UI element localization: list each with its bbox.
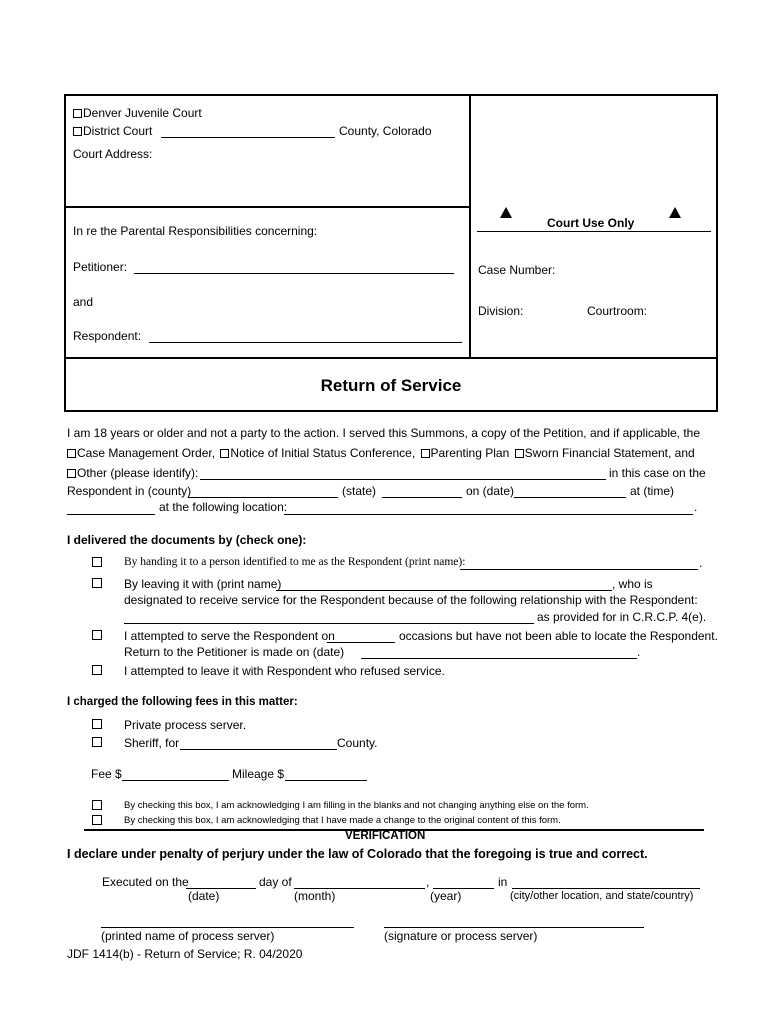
and-label: and (73, 295, 94, 309)
district-court-label: District Court (83, 124, 153, 138)
court-use-only-label: Court Use Only (547, 216, 635, 230)
delivery-opt1-checkbox[interactable] (92, 557, 102, 567)
delivery-heading: I delivered the documents by (check one): (67, 533, 307, 547)
notice-label: Notice of Initial Status Conference, (230, 446, 416, 460)
division-label: Division: (478, 304, 524, 318)
delivery-opt3-label: I attempted to serve the Respondent on (124, 629, 335, 643)
delivery-opt2-checkbox[interactable] (92, 578, 102, 588)
sheriff-checkbox[interactable] (92, 737, 102, 747)
delivery-opt2-who-is: , who is (612, 577, 653, 591)
day-of-label: day of (259, 875, 292, 889)
delivery-opt2-designated: designated to receive service for the Respondent because of the following relationship with the Respondent: (124, 593, 698, 607)
mileage-field[interactable] (285, 780, 367, 781)
location-caption: (city/other location, and state/country) (510, 890, 694, 902)
court-address-label: Court Address: (73, 147, 153, 161)
executed-on-label: Executed on the (102, 875, 189, 889)
petitioner-field[interactable] (134, 273, 454, 274)
sheriff-county-label: County. (337, 736, 378, 750)
notice-checkbox[interactable] (220, 449, 229, 458)
attempt-count-field[interactable] (327, 642, 395, 643)
courtroom-label: Courtroom: (587, 304, 648, 318)
private-server-checkbox[interactable] (92, 719, 102, 729)
left-with-name-field[interactable] (276, 590, 612, 591)
at-location-label: at the following location: (159, 500, 288, 514)
location-field[interactable] (284, 514, 693, 515)
state-field[interactable] (382, 497, 462, 498)
delivery-opt4-label: I attempted to leave it with Respondent who refused service. (124, 664, 445, 678)
county-colorado-label: County, Colorado (339, 124, 432, 138)
delivery-opt2-crcp: as provided for in C.R.C.P. 4(e). (537, 610, 707, 624)
relationship-field[interactable] (124, 623, 534, 624)
district-county-field[interactable] (161, 137, 335, 138)
printed-name-caption: (printed name of process server) (101, 929, 275, 943)
sheriff-label: Sheriff, for (124, 736, 180, 750)
fee-label: Fee $ (91, 767, 122, 781)
intro-line-1: I am 18 years or older and not a party to the action. I served this Summons, a copy of the Petition, and if applicable, the (67, 426, 701, 440)
signature-caption: (signature or process server) (384, 929, 538, 943)
other-label: Other (please identify): (77, 466, 199, 480)
court-option-denver (73, 106, 202, 120)
court-use-only-rule (477, 231, 711, 232)
state-label: (state) (342, 484, 377, 498)
delivery-opt3-occasions: occasions but have not been able to locate the Respondent. (399, 629, 718, 643)
other-checkbox[interactable] (67, 469, 76, 478)
denver-court-label: Denver Juvenile Court (83, 106, 202, 120)
parenting-plan-checkbox[interactable] (421, 449, 430, 458)
in-re-label: In re the Parental Responsibilities concerning: (73, 224, 318, 238)
arrow-up-icon (500, 207, 512, 218)
in-this-case-label: in this case on the (609, 466, 706, 480)
executed-in-label: in (498, 875, 508, 889)
delivery-opt2-label: By leaving it with (print name) (124, 577, 282, 591)
delivery-opt3-checkbox[interactable] (92, 630, 102, 640)
executed-location-field[interactable] (512, 888, 700, 889)
fee-field[interactable] (122, 780, 229, 781)
case-mgmt-label: Case Management Order, (77, 446, 216, 460)
sworn-financial-label: Sworn Financial Statement, and (524, 446, 695, 460)
other-option (67, 466, 198, 480)
at-time-label: at (time) (630, 484, 675, 498)
respondent-field[interactable] (149, 342, 462, 343)
sworn-financial-checkbox[interactable] (515, 449, 524, 458)
return-date-field[interactable] (361, 658, 637, 659)
delivery-opt1-label: By handing it to a person identified to me as the Respondent (print name): (124, 556, 466, 568)
respondent-name-field[interactable] (460, 569, 698, 570)
case-number-label: Case Number: (478, 263, 556, 277)
location-prefix-field[interactable] (67, 514, 155, 515)
parenting-plan-label: Parenting Plan (430, 446, 510, 460)
case-mgmt-checkbox[interactable] (67, 449, 76, 458)
date-field[interactable] (514, 497, 626, 498)
ack-no-change-checkbox[interactable] (92, 800, 102, 810)
executed-comma: , (426, 875, 430, 889)
private-server-label: Private process server. (124, 718, 247, 732)
denver-court-checkbox[interactable] (73, 109, 82, 118)
delivery-opt4-checkbox[interactable] (92, 665, 102, 675)
fees-heading: I charged the following fees in this matter: (67, 696, 298, 708)
location-period: . (694, 500, 698, 514)
ack-no-change-label: By checking this box, I am acknowledging I am filling in the blanks and not changing anything else on the form. (124, 800, 589, 811)
perjury-declaration: I declare under penalty of perjury under the law of Colorado that the foregoing is true and correct. (67, 847, 648, 861)
delivery-opt3-return: Return to the Petitioner is made on (date) (124, 645, 345, 659)
printed-name-field[interactable] (101, 927, 354, 928)
signature-field[interactable] (384, 927, 644, 928)
date-caption: (date) (188, 889, 220, 903)
ack-changed-checkbox[interactable] (92, 815, 102, 825)
respondent-county-label: Respondent in (county) (67, 484, 192, 498)
on-date-label: on (date) (466, 484, 515, 498)
delivery-opt1-period: . (699, 556, 703, 570)
delivery-opt3-period: . (637, 645, 641, 659)
intro-options-row (67, 446, 695, 460)
form-footer: JDF 1414(b) - Return of Service; R. 04/2020 (67, 947, 303, 961)
sheriff-county-field[interactable] (180, 749, 337, 750)
other-identify-field[interactable] (200, 479, 606, 480)
page-title: Return of Service (320, 376, 462, 395)
month-caption: (month) (294, 889, 336, 903)
county-field[interactable] (188, 497, 338, 498)
verification-heading: VERIFICATION (345, 830, 426, 842)
ack-changed-label: By checking this box, I am acknowledging that I have made a change to the original content of this form. (124, 815, 561, 826)
respondent-label: Respondent: (73, 329, 142, 343)
year-caption: (year) (430, 889, 462, 903)
mileage-label: Mileage $ (232, 767, 285, 781)
arrow-up-icon (669, 207, 681, 218)
district-court-checkbox[interactable] (73, 127, 82, 136)
petitioner-label: Petitioner: (73, 260, 128, 274)
court-option-district (73, 124, 152, 138)
